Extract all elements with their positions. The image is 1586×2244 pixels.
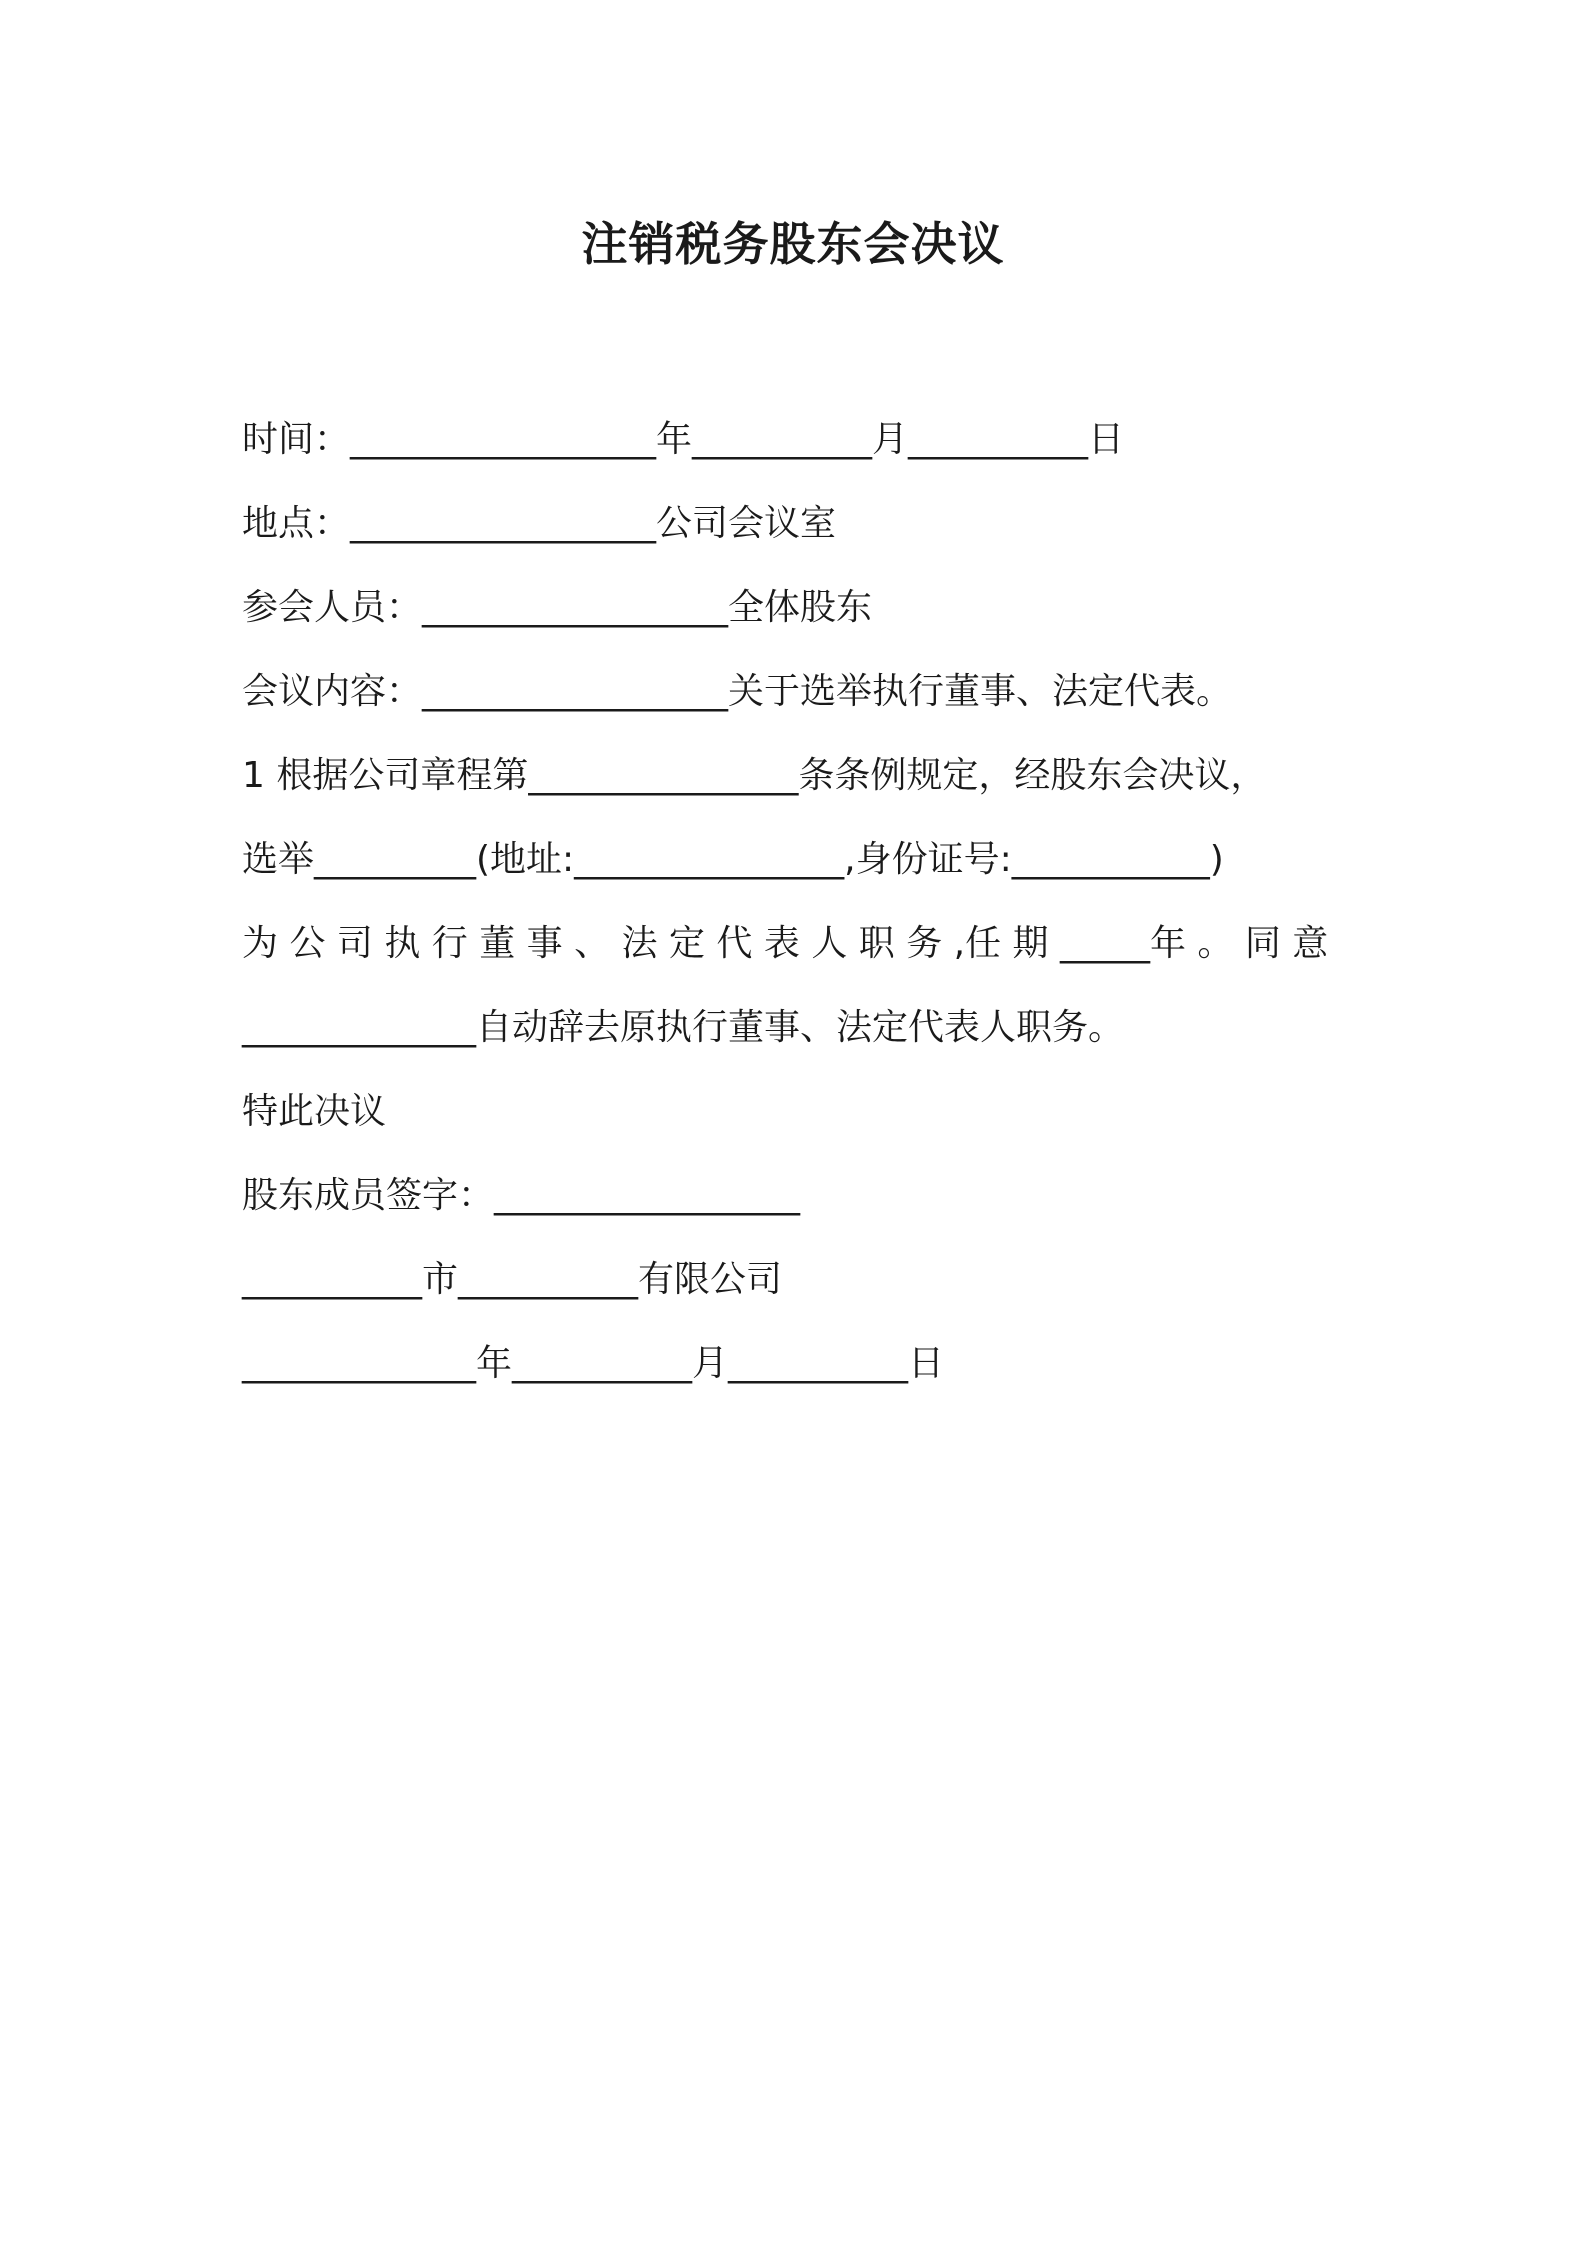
appointment-line: 为 公 司 执 行 董 事 、 法 定 代 表 人 职 务 ,任 期 _____年 。 同 意 [242, 923, 1329, 964]
company-line: __________市__________有限公司 [242, 1259, 783, 1300]
election-line: 选举_________(地址:_______________,身份证号:___________) [242, 839, 1224, 880]
clause-line: 1 根据公司章程第_______________条条例规定，经股东会决议， [242, 755, 1267, 796]
document-title: 注销税务股东会决议 [581, 217, 1005, 271]
date-line: _____________年__________月__________日 [242, 1343, 944, 1384]
signature-line: 股东成员签字：_________________ [242, 1175, 801, 1216]
document-body [242, 404, 1352, 1412]
place-line: 地点：_________________公司会议室 [242, 503, 837, 544]
resignation-line: _____________自动辞去原执行董事、法定代表人职务。 [242, 1007, 1125, 1048]
resolution-line: 特此决议 [242, 1091, 387, 1132]
time-line: 时间：_________________年__________月__________日 [242, 419, 1125, 460]
attendees-line: 参会人员：_________________全体股东 [242, 587, 873, 628]
meeting-content-line: 会议内容：_________________关于选举执行董事、法定代表。 [242, 671, 1233, 712]
